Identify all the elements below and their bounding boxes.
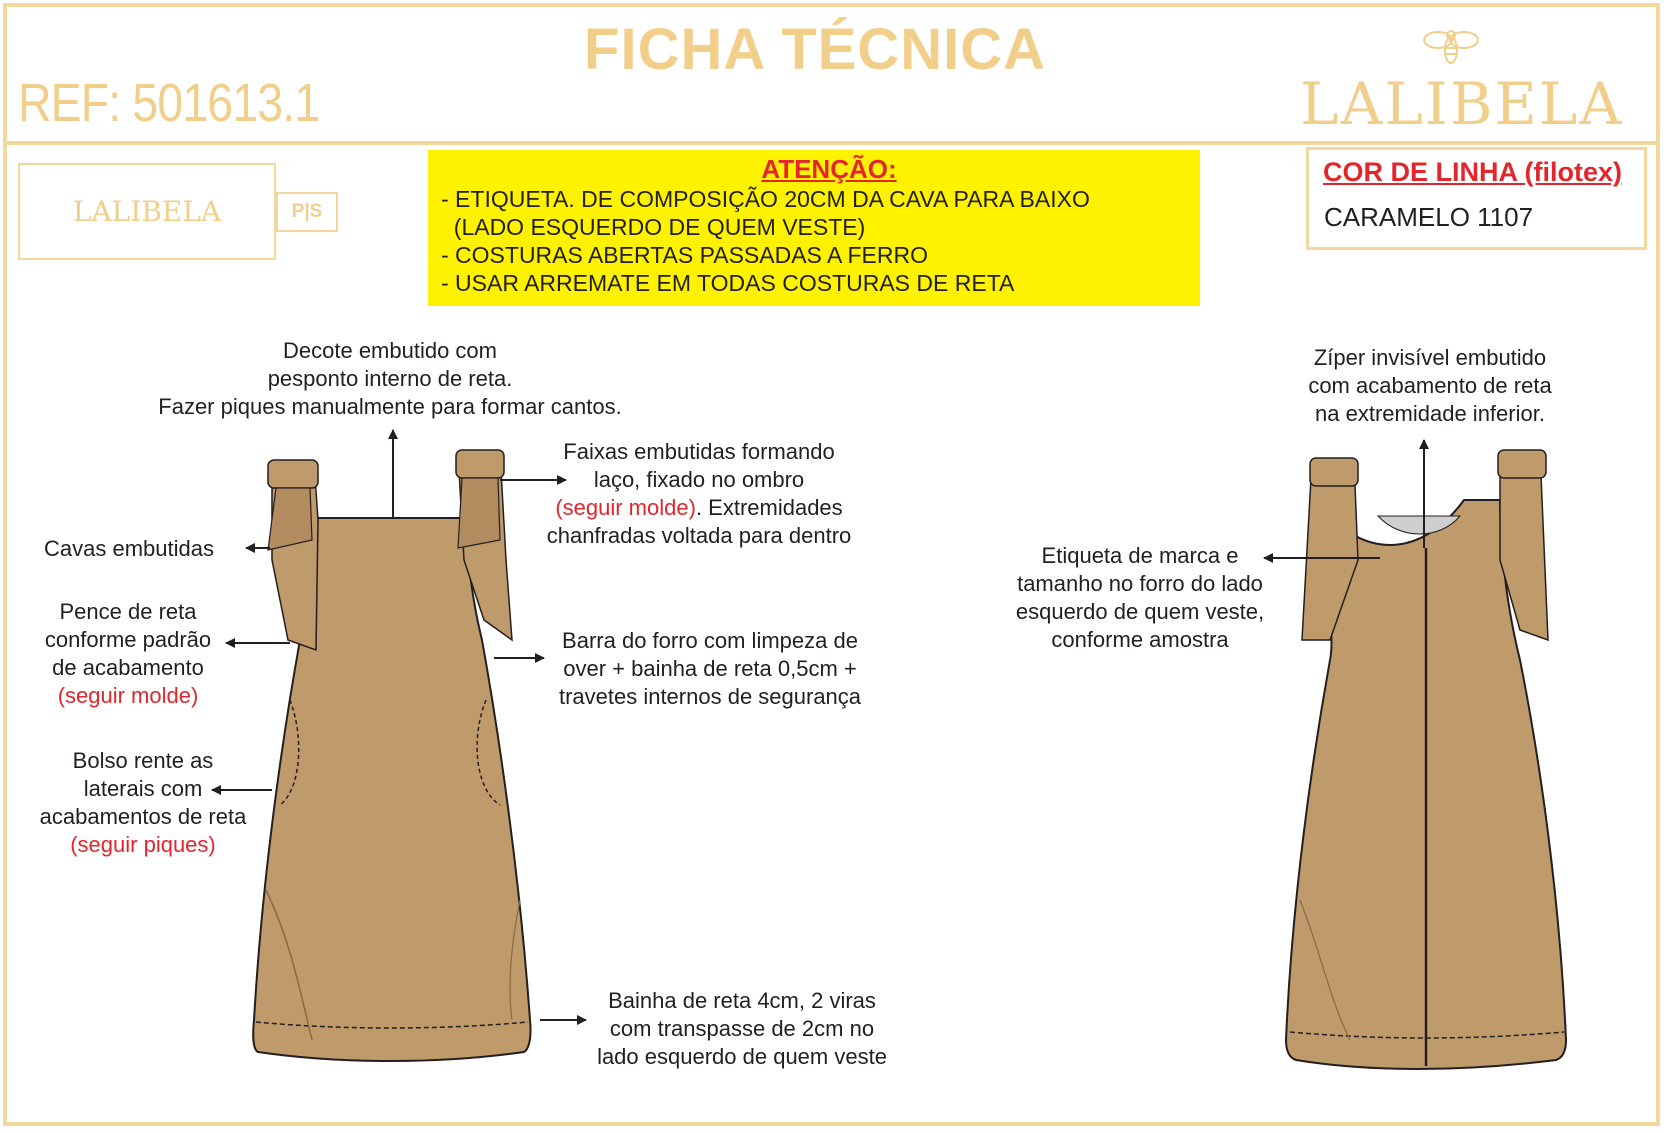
note-line: chanfradas voltada para dentro [546,523,852,548]
note-text: . Extremidades [695,495,843,520]
neckline-note [120,337,660,421]
attention-line: - COSTURAS ABERTAS PASSADAS A FERRO [441,242,928,268]
hem-note [572,987,912,1071]
note-line: lado esquerdo de quem veste [597,1044,887,1069]
back-dress-drawing [1286,450,1566,1069]
note-line: Barra do forro com limpeza de [562,628,858,653]
note-line: na extremidade inferior. [1315,401,1545,426]
attention-title: ATENÇÃO: [761,154,897,184]
note-line: laço, fixado no ombro [593,467,805,492]
brand-logo: LALIBELA [1300,70,1624,138]
reference-code: REF: 501613.1 [18,73,320,133]
note-line: de acabamento [52,655,204,680]
note-line: com transpasse de 2cm no [609,1016,875,1041]
front-dress-drawing [253,450,530,1061]
note-line: pesponto interno de reta. [267,366,513,391]
label-brand-text: LALIBELA [72,195,222,228]
straps-note [520,438,878,550]
note-line: laterais com [83,776,203,801]
note-line: Decote embutido com [283,338,497,363]
note-line: acabamentos de reta [39,804,247,829]
note-line [520,494,878,522]
note-line: conforme amostra [1051,627,1229,652]
attention-line: - USAR ARREMATE EM TODAS COSTURAS DE RETA [441,270,1015,296]
note-line: Zíper invisível embutido [1313,345,1547,370]
pocket-note [18,747,268,859]
thread-color-title: COR DE LINHA (filotex) [1323,157,1622,187]
note-line: Pence de reta [59,599,197,624]
note-line: Faixas embutidas formando [563,439,835,464]
note-line: esquerdo de quem veste, [1015,599,1265,624]
page-title: FICHA TÉCNICA [584,17,1046,82]
note-line: travetes internos de segurança [558,684,862,709]
note-line: com acabamento de reta [1308,373,1552,398]
attention-line: (LADO ESQUERDO DE QUEM VESTE) [441,214,866,240]
brand-label-note [990,542,1290,654]
lining-hem-note [540,627,880,711]
note-line: Fazer piques manualmente para formar cantos. [158,394,622,419]
note-line: Bolso rente as [72,748,214,773]
dart-note [28,598,228,710]
note-line: over + bainha de reta 0,5cm + [563,656,857,681]
note-line: Etiqueta de marca e [1041,543,1239,568]
attention-line: - ETIQUETA. DE COMPOSIÇÃO 20CM DA CAVA PARA BAIXO [441,186,1090,212]
note-red-text: (seguir molde) [57,683,199,708]
note-red-text: (seguir piques) [70,832,216,857]
note-red-text: (seguir molde) [555,495,696,520]
size-label-sample: P|S [276,192,338,232]
thread-color-value: CARAMELO 1107 [1324,202,1534,232]
zipper-note [1280,344,1580,428]
armholes-note: Cavas embutidas [44,536,214,561]
note-line: Bainha de reta 4cm, 2 viras [608,988,876,1013]
note-line: tamanho no forro do lado [1017,571,1263,596]
note-line: conforme padrão [44,627,212,652]
